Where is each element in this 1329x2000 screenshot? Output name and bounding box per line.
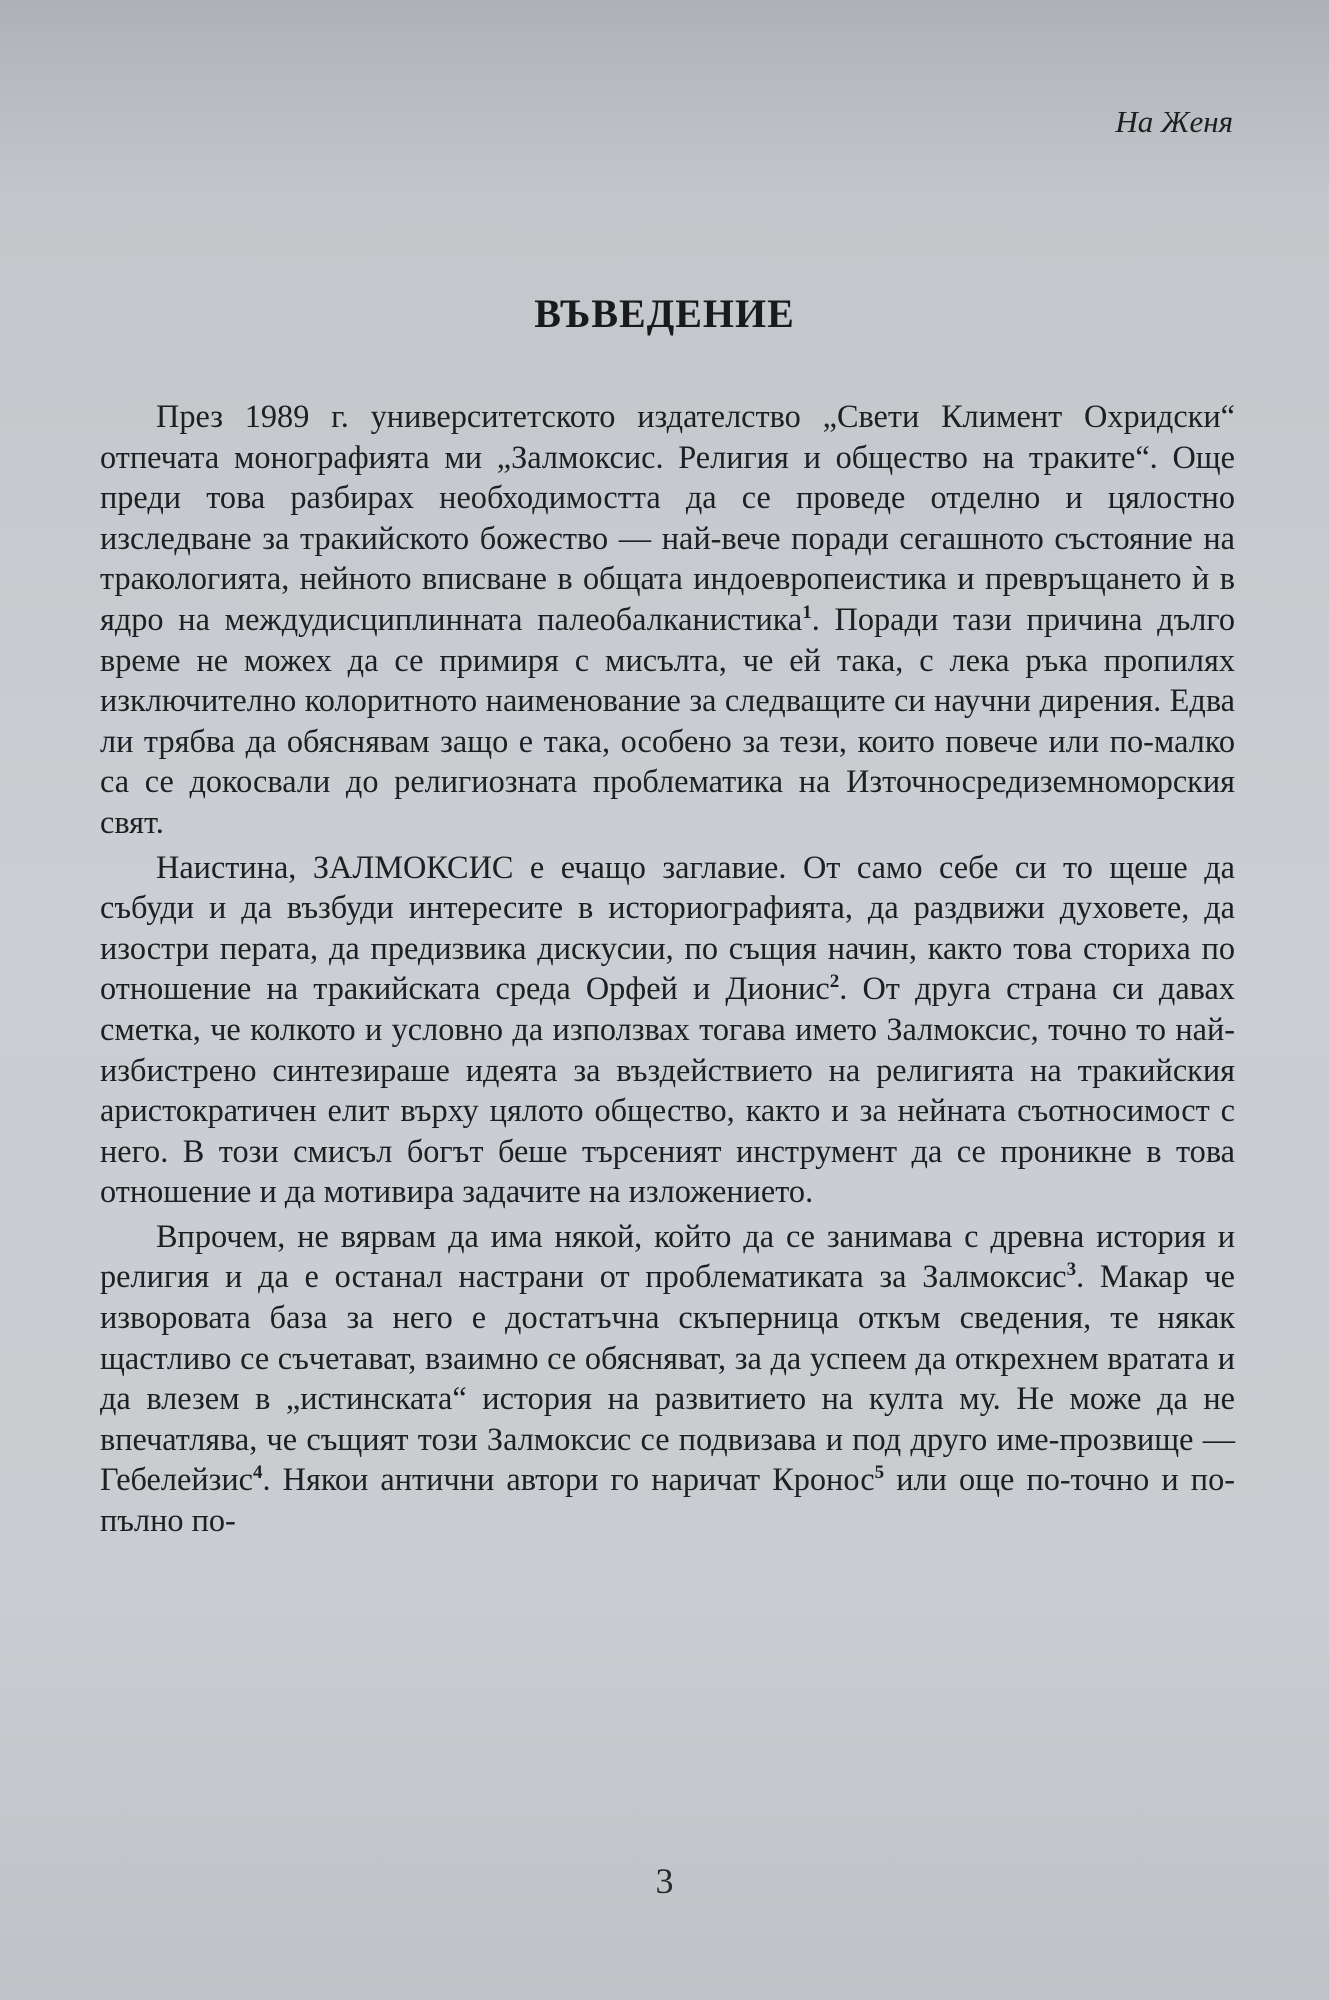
paragraph [100, 396, 1235, 843]
text-segment: . Макар че изворовата база за него е достатъчна скъперница откъм сведения, те някак щастливо се съчетават, взаимно се обясняват, за да успеем да открехнем вратата и да влезем в „истинската“ история на развитието на култа му. Не може да не впечатлява, че същият този Залмоксис се подвизава и под друго име-прозвище — Гебелейзис [100, 1258, 1235, 1498]
text-segment: Наистина, ЗАЛМОКСИС е ечащо заглавие. От само себе си то щеше да събуди и да възбуди интересите в историографията, да раздвижи духовете, да изостри перата, да предизвика дискусии, по същия начин, както това сториха по отношение на тракийската среда Орфей и Дионис [100, 848, 1235, 1007]
chapter-title: ВЪВЕДЕНИЕ [534, 291, 795, 336]
dedication: На Женя [1115, 104, 1233, 139]
footnote-ref: 4 [253, 1462, 263, 1484]
text-segment: През 1989 г. университетското издателство „Свети Климент Охридски“ отпечата монографията ми „Залмоксис. Религия и общество на траките“. Още преди това разбирах необходимостта да се проведе отделно и цялостно изследване за тракийското божество — най-вече поради сегашното състояние на тракологията, нейното вписване в общата индоевропеистика и превръщането ѝ в ядро на междудисциплинната палеобалканистика [100, 398, 1235, 637]
text-segment: . Поради тази причина дълго време не можех да се примиря с мисълта, че ей така, с лека ръка пропилях изключително колоритното наименование за следващите си научни дирения. Едва ли трябва да обяснявам защо е така, особено за тези, които повече или по-малко са се докосвали до религиозната проблематика на Източносредиземноморския свят. [100, 600, 1235, 840]
paragraph [100, 847, 1235, 1212]
footnote-ref: 5 [874, 1462, 885, 1484]
footnote-ref: 3 [1066, 1259, 1077, 1281]
body-text [100, 396, 1235, 1542]
footnote-ref: 2 [829, 971, 840, 993]
text-segment: . Някои антични автори го наричат Кронос [262, 1461, 875, 1498]
page-number: 3 [655, 1861, 674, 1901]
text-segment: . От друга страна си давах сметка, че колкото и условно да използвах тогава името Залмоксис, точно то най-избистрено синтезираше идеята за въздействието на религията на тракийския аристократичен елит върху цялото общество, както и за нейната съотносимост с него. В този смисъл богът беше търсеният инструмент да се проникне в това отношение и да мотивира задачите на изложението. [100, 970, 1235, 1210]
footnote-ref: 1 [802, 602, 812, 624]
paragraph [100, 1216, 1235, 1541]
text-segment: или още по-точно и по-пълно по- [100, 1461, 1235, 1539]
text-segment: Впрочем, не вярвам да има някой, който да се занимава с древна история и религия и да е останал настрани от проблематиката за Залмоксис [100, 1217, 1235, 1295]
